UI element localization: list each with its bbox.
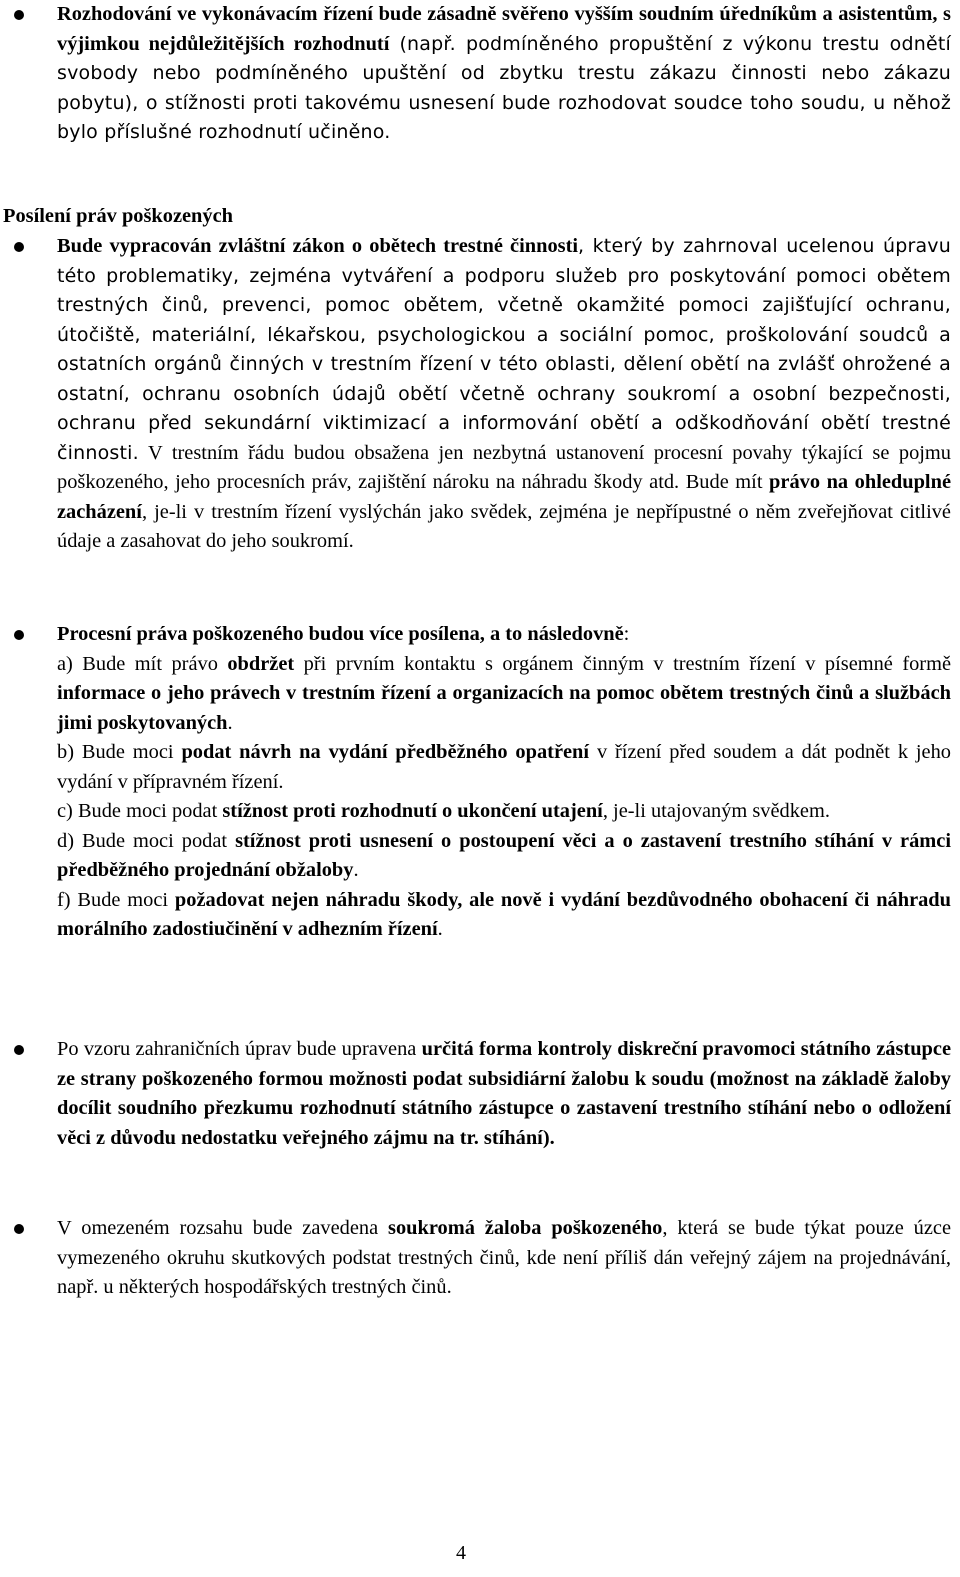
bullet-marker (14, 630, 24, 640)
body-text: c) Bude moci podat (57, 800, 223, 822)
bullet-marker (14, 1224, 24, 1234)
bold-text: Rozhodování ve vykonávacím řízení bude zásadně svěřeno vyšším soudním úředníkům a asistentům, s výjimkou nejdůležitějších rozhodnutí (57, 3, 951, 55)
section-heading: Posílení práv poškozených (3, 205, 233, 227)
body-text: . (353, 859, 359, 881)
bold-text: Procesní práva poškozeného budou více posílena, a to následovně (57, 623, 624, 645)
list-item-d (57, 827, 951, 886)
bold-text: soukromá žaloba poškozeného (388, 1217, 663, 1239)
list-item-f (57, 886, 951, 945)
paragraph-soukroma-zaloba (57, 1214, 951, 1303)
body-text: V omezeném rozsahu bude zavedena (57, 1217, 389, 1239)
paragraph-procesni-prava (57, 620, 951, 945)
body-text: f) Bude moci (57, 888, 175, 911)
body-text: , která se bude týkat pouze úzce vymezeného okruhu skutkových podstat trestných činů, kde není příliš dán veřejný zájem na projednávání, např. u některých hospodářských trestných činů. (57, 1217, 952, 1298)
body-text: V trestním řádu budou obsažena jen nezbytná ustanovení procesní povahy týkající se pojmu poškozeného, jeho procesních práv, zajištění nároku na náhradu škody atd. Bude mít (57, 441, 951, 493)
body-text: . (227, 711, 233, 734)
bold-text: určitá forma kontroly diskreční pravomoci státního zástupce ze strany poškozeného formou možnosti podat subsidiární žalobu k soudu (možnost na základě žaloby docílit soudního přezkumu rozhodnutí státního zástupce o zastavení trestního stíhání nebo o odložení věci z důvodu nedostatku veřejného zájmu na tr. stíhání). (57, 1038, 951, 1149)
body-text: Po vzoru zahraničních úprav bude upravena (57, 1038, 422, 1060)
bullet-marker (14, 10, 24, 20)
list-item-b (57, 738, 951, 797)
bold-text: stížnost proti rozhodnutí o ukončení utajení (222, 800, 603, 822)
list-item-a (57, 650, 951, 739)
body-text: d) Bude moci podat (57, 829, 236, 852)
body-text: v řízení před soudem a dát podnět k jeho vydání v přípravném řízení. (57, 741, 951, 793)
bold-text: obdržet (227, 652, 295, 675)
paragraph-subsidiarni-zaloba (57, 1035, 951, 1153)
body-text: , je-li utajovaným svědkem. (602, 800, 830, 822)
body-text: při prvním kontaktu s orgánem činným v trestním řízení v písemné formě (294, 652, 952, 675)
body-text: b) Bude moci (57, 741, 182, 763)
list-item-c (57, 797, 951, 827)
bold-text: Bude vypracován zvláštní zákon o obětech trestné činnosti (57, 235, 579, 257)
bold-text: požadovat nejen náhradu škody, ale nově i vydání bezdůvodného obohacení či náhradu morálního zadostiučinění v adhezním řízení (57, 888, 951, 940)
body-text: , který by zahrnoval ucelenou úpravu této problematiky, zejména vytváření a podporu služeb pro poskytování pomoci obětem trestných činů, prevenci, pomoc obětem, včetně okamžité pomoci zajišťující ochranu, útočiště, materiální, lékařskou, psychologickou a sociální pomoc, proškolování soudců a ostatních orgánů činných v trestním řízení v této oblasti, dělení obětí na zvlášť ohrožené a ostatní, ochranu osobních údajů obětí včetně ochrany soukromí a osobní bezpečnosti, ochranu před sekundární viktimizací a informování obětí a odškodňování obětí trestné činnosti. (57, 235, 951, 464)
body-text: , je-li v trestním řízení vyslýchán jako svědek, zejména je nepřípustné o něm zveřejňovat citlivé údaje a zasahovat do jeho soukromí. (57, 500, 951, 552)
body-text: (např. podmíněného propuštění z výkonu trestu odnětí svobody nebo podmíněného upuštění od zbytku trestu zákazu činnosti nebo zákazu pobytu), o stížnosti proti takovému usnesení bude rozhodovat soudce toho soudu, u něhož bylo příslušné rozhodnutí učiněno. (57, 32, 951, 143)
bold-text: právo na ohleduplné zacházení (57, 471, 951, 523)
bullet-marker (14, 1045, 24, 1055)
bold-text: stížnost proti usnesení o postoupení věci a o zastavení trestního stíhání v rámci předběžného projednání obžaloby (57, 829, 951, 881)
body-text: a) Bude mít právo (57, 652, 228, 675)
bold-text: podat návrh na vydání předběžného opatření (181, 741, 590, 763)
bullet-marker (14, 242, 24, 252)
paragraph-vykonavaci-rizeni (57, 0, 951, 148)
body-text: . (437, 918, 443, 940)
page-number: 4 (456, 1542, 466, 1564)
bold-text: informace o jeho právech v trestním řízení a organizacích na pomoc obětem trestných činů a službách jimi poskytovaných (57, 682, 951, 734)
list-intro (57, 620, 951, 650)
paragraph-zakon-o-obetech (57, 232, 951, 557)
colon: : (623, 623, 630, 645)
